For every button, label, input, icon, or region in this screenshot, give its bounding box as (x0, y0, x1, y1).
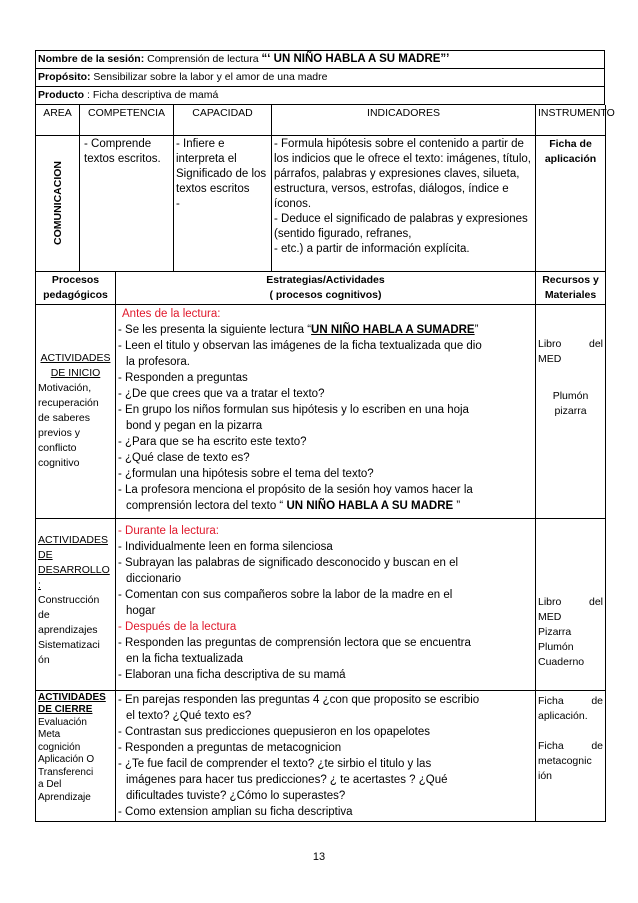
recursos-header: Recursos y Materiales (536, 272, 606, 305)
cierre-item-2: Meta (38, 729, 61, 740)
inicio-line-5: - En grupo los niños formulan sus hipótesis y lo escriben en una hoja (118, 403, 469, 416)
inicio-line-9: - La profesora menciona el propósito de la sesión hoy vamos hacer la (118, 483, 473, 496)
lesson-plan-page (35, 50, 615, 822)
instrumento-value: Ficha de aplicación (544, 137, 597, 165)
competencia-value: - Comprende textos escritos. (84, 137, 161, 165)
purpose-row (36, 69, 605, 87)
inicio-line-6: - ¿Para que se ha escrito este texto? (118, 435, 307, 448)
desarrollo-heading-2: - Después de la lectura (118, 620, 237, 633)
inicio-line-9b-title: UN NIÑO HABLA A SU MADRE (286, 499, 454, 512)
cierre-line-1: - En parejas responden las preguntas 4 ¿con que proposito se escribio (118, 693, 480, 706)
desarrollo-heading-1: - Durante la lectura: (118, 524, 219, 537)
cierre-resource-1 (538, 694, 603, 709)
instrumento-cell (536, 135, 606, 271)
inicio-line-1-text: - Se les presenta la siguiente lectura “ (118, 323, 312, 336)
inicio-line-8: - ¿formulan una hipótesis sobre el tema del texto? (118, 467, 374, 480)
inicio-line-1-end: ” (474, 323, 479, 336)
capacidad-cell (174, 135, 272, 271)
purpose-label: Propósito: (38, 71, 91, 83)
competencia-header: COMPETENCIA (80, 105, 174, 135)
session-name-value: Comprensión de lectura (147, 53, 259, 65)
cierre-resource-3b: de (591, 739, 603, 752)
session-header-table (35, 50, 605, 105)
inicio-resource-2: Plumón (552, 389, 589, 402)
desarrollo-title-1: ACTIVIDADES (38, 533, 109, 546)
inicio-line-9b-end: ” (453, 499, 461, 512)
capacidad-header: CAPACIDAD (174, 105, 272, 135)
cierre-line-4b: imágenes para hacer tus predicciones? ¿ te acertastes ? ¿Qué (126, 773, 448, 786)
session-title: “‘ UN NIÑO HABLA A SU MADRE”’ (261, 53, 450, 65)
area-value: COMUNICACION (51, 161, 64, 245)
desarrollo-item-5: ón (38, 653, 50, 666)
inicio-resource-3: pizarra (554, 404, 587, 417)
estrategias-title: Estrategias/Actividades (266, 273, 385, 286)
instrumento-header: INSTRUMENTO (536, 105, 606, 135)
inicio-item-3: de saberes (38, 412, 90, 424)
desarrollo-resource-5: Cuaderno (538, 655, 585, 668)
cierre-item-4: Aplicación O (38, 754, 95, 765)
desarrollo-resource-1 (538, 595, 603, 610)
desarrollo-activities-cell (116, 518, 536, 690)
inicio-line-3: - Responden a preguntas (118, 371, 248, 384)
cierre-activities-cell (116, 690, 536, 821)
desarrollo-resource-1b: del (588, 595, 603, 608)
page-number: 13 (312, 851, 326, 863)
cierre-title: ACTIVIDADES DE CIERRE (38, 691, 106, 715)
area-cell (36, 135, 80, 271)
desarrollo-line-3: - Comentan con sus compañeros sobre la labor de la madre en el (118, 588, 453, 601)
competencia-cell (80, 135, 174, 271)
activities-header-row (36, 272, 606, 305)
indicador-3: - etc.) a partir de información explícita. (274, 242, 470, 255)
inicio-item-6: cognitivo (38, 457, 80, 469)
inicio-line-7: - ¿Qué clase de texto es? (118, 451, 250, 464)
desarrollo-line-5: - Elaboran una ficha descriptiva de su mamá (118, 668, 346, 681)
cierre-item-5: Transferenci (38, 766, 94, 778)
inicio-line-2: - Leen el titulo y observan las imágenes de la ficha textualizada que dio (118, 339, 482, 352)
session-name-label: Nombre de la sesión: (38, 53, 145, 65)
desarrollo-line-3b: hogar (126, 604, 156, 617)
desarrollo-title-4: : (38, 578, 41, 591)
indicadores-cell (272, 135, 536, 271)
inicio-stage-cell (36, 304, 116, 518)
desarrollo-line-2b: diccionario (126, 572, 181, 585)
inicio-line-4: - ¿De que crees que va a tratar el texto? (118, 387, 325, 400)
inicio-item-4: previos y (38, 427, 81, 439)
desarrollo-line-4: - Responden las preguntas de comprensión lectora que se encuentra (118, 636, 471, 649)
capacidad-value: - Infiere e interpreta el Significado de los textos escritos (176, 137, 267, 195)
inicio-line-1 (118, 322, 533, 338)
cierre-line-5: - Como extension amplian su ficha descriptiva (118, 805, 353, 818)
inicio-resource-1a: Libro (538, 337, 562, 350)
procesos-header: Procesos pedagógicos (36, 272, 116, 305)
inicio-title: ACTIVIDADES DE INICIO (40, 352, 111, 379)
session-name-cell (36, 51, 605, 69)
cierre-item-1: Evaluación (38, 716, 87, 728)
desarrollo-title-2: DE (38, 548, 53, 561)
cierre-line-3: - Responden a preguntas de metacognicion (118, 741, 342, 754)
purpose-cell (36, 69, 605, 87)
desarrollo-item-4: Sistematizaci (38, 638, 100, 651)
purpose-value: Sensibilizar sobre la labor y el amor de una madre (93, 71, 328, 83)
cierre-item-3: cognición (38, 741, 81, 753)
cierre-resources-cell (536, 690, 606, 821)
session-name-row (36, 51, 605, 69)
area-header: AREA (36, 105, 80, 135)
estrategias-subtitle: ( procesos cognitivos) (269, 288, 382, 301)
indicadores-header: INDICADORES (272, 105, 536, 135)
cierre-row (36, 690, 606, 821)
desarrollo-resource-3: Pizarra (538, 625, 572, 638)
inicio-activities-cell (116, 304, 536, 518)
inicio-line-2b: la profesora. (126, 355, 190, 368)
desarrollo-line-1: - Individualmente leen en forma silenciosa (118, 540, 333, 553)
cierre-resource-2: aplicación. (538, 709, 588, 722)
inicio-line-9b-text: comprensión lectora del texto “ (126, 499, 287, 512)
desarrollo-resource-4: Plumón (538, 640, 574, 653)
product-value: : Ficha descriptiva de mamá (87, 89, 219, 101)
cierre-line-4: - ¿Te fue facil de comprender el texto? ¿te sirbio el titulo y las (118, 757, 432, 770)
inicio-item-1: Motivación, (38, 382, 92, 394)
desarrollo-stage-cell (36, 518, 116, 690)
inicio-line-5b: bond y pegan en la pizarra (126, 419, 263, 432)
desarrollo-row (36, 518, 606, 690)
indicador-2: - Deduce el significado de palabras y expresiones (sentido figurado, refranes, (274, 212, 528, 240)
inicio-line-9b (118, 498, 533, 514)
desarrollo-item-3: aprendizajes (38, 623, 98, 636)
inicio-row (36, 304, 606, 518)
capacidad-extra: - (176, 197, 180, 210)
desarrollo-item-2: de (38, 608, 50, 621)
cierre-line-4c: dificultades tuviste? ¿Cómo lo superastes? (126, 789, 346, 802)
inicio-line-1-title: UN NIÑO HABLA A SUMADRE (311, 323, 475, 336)
desarrollo-title-3: DESARROLLO (38, 563, 110, 576)
estrategias-header (116, 272, 536, 305)
cierre-resource-3a: Ficha (538, 739, 564, 752)
cierre-resource-1b: de (591, 694, 603, 707)
desarrollo-resource-1a: Libro (538, 595, 562, 608)
inicio-item-5: conflicto (38, 442, 77, 454)
cierre-resource-4: metacognic (538, 754, 592, 767)
competencies-table (35, 105, 615, 272)
inicio-heading: Antes de la lectura: (122, 307, 221, 320)
competencies-row (36, 135, 606, 271)
inicio-resource-1 (538, 337, 603, 352)
activities-table (35, 272, 606, 822)
cierre-line-2: - Contrastan sus predicciones quepusieron en los opapelotes (118, 725, 430, 738)
competencies-header-row (36, 105, 606, 135)
inicio-item-2: recuperación (38, 397, 99, 409)
product-label: Producto (38, 89, 85, 101)
cierre-item-7: Aprendizaje (38, 791, 91, 803)
cierre-line-1b: el texto? ¿Qué texto es? (126, 709, 252, 722)
indicador-1: - Formula hipótesis sobre el contenido a partir de los indicios que le ofrece el texto: imágenes, título, párrafos, palabras y expresiones claves, silueta, estructura, versos, estrofas, diálogos, índice e íconos. (274, 137, 531, 210)
desarrollo-resource-2: MED (538, 610, 562, 623)
cierre-resource-5: ión (538, 769, 553, 782)
cierre-resource-3 (538, 739, 603, 754)
inicio-resources-cell (536, 304, 606, 518)
desarrollo-resources-cell (536, 518, 606, 690)
cierre-item-6: a Del (38, 779, 62, 790)
desarrollo-item-1: Construcción (38, 593, 100, 606)
cierre-resource-1a: Ficha (538, 694, 564, 707)
cierre-stage-cell (36, 690, 116, 821)
product-cell (36, 87, 605, 105)
desarrollo-line-4b: en la ficha textualizada (126, 652, 243, 665)
inicio-resource-1b: del (588, 337, 603, 350)
inicio-resource-1c: MED (538, 352, 562, 365)
desarrollo-line-2: - Subrayan las palabras de significado desconocido y buscan en el (118, 556, 459, 569)
product-row (36, 87, 605, 105)
